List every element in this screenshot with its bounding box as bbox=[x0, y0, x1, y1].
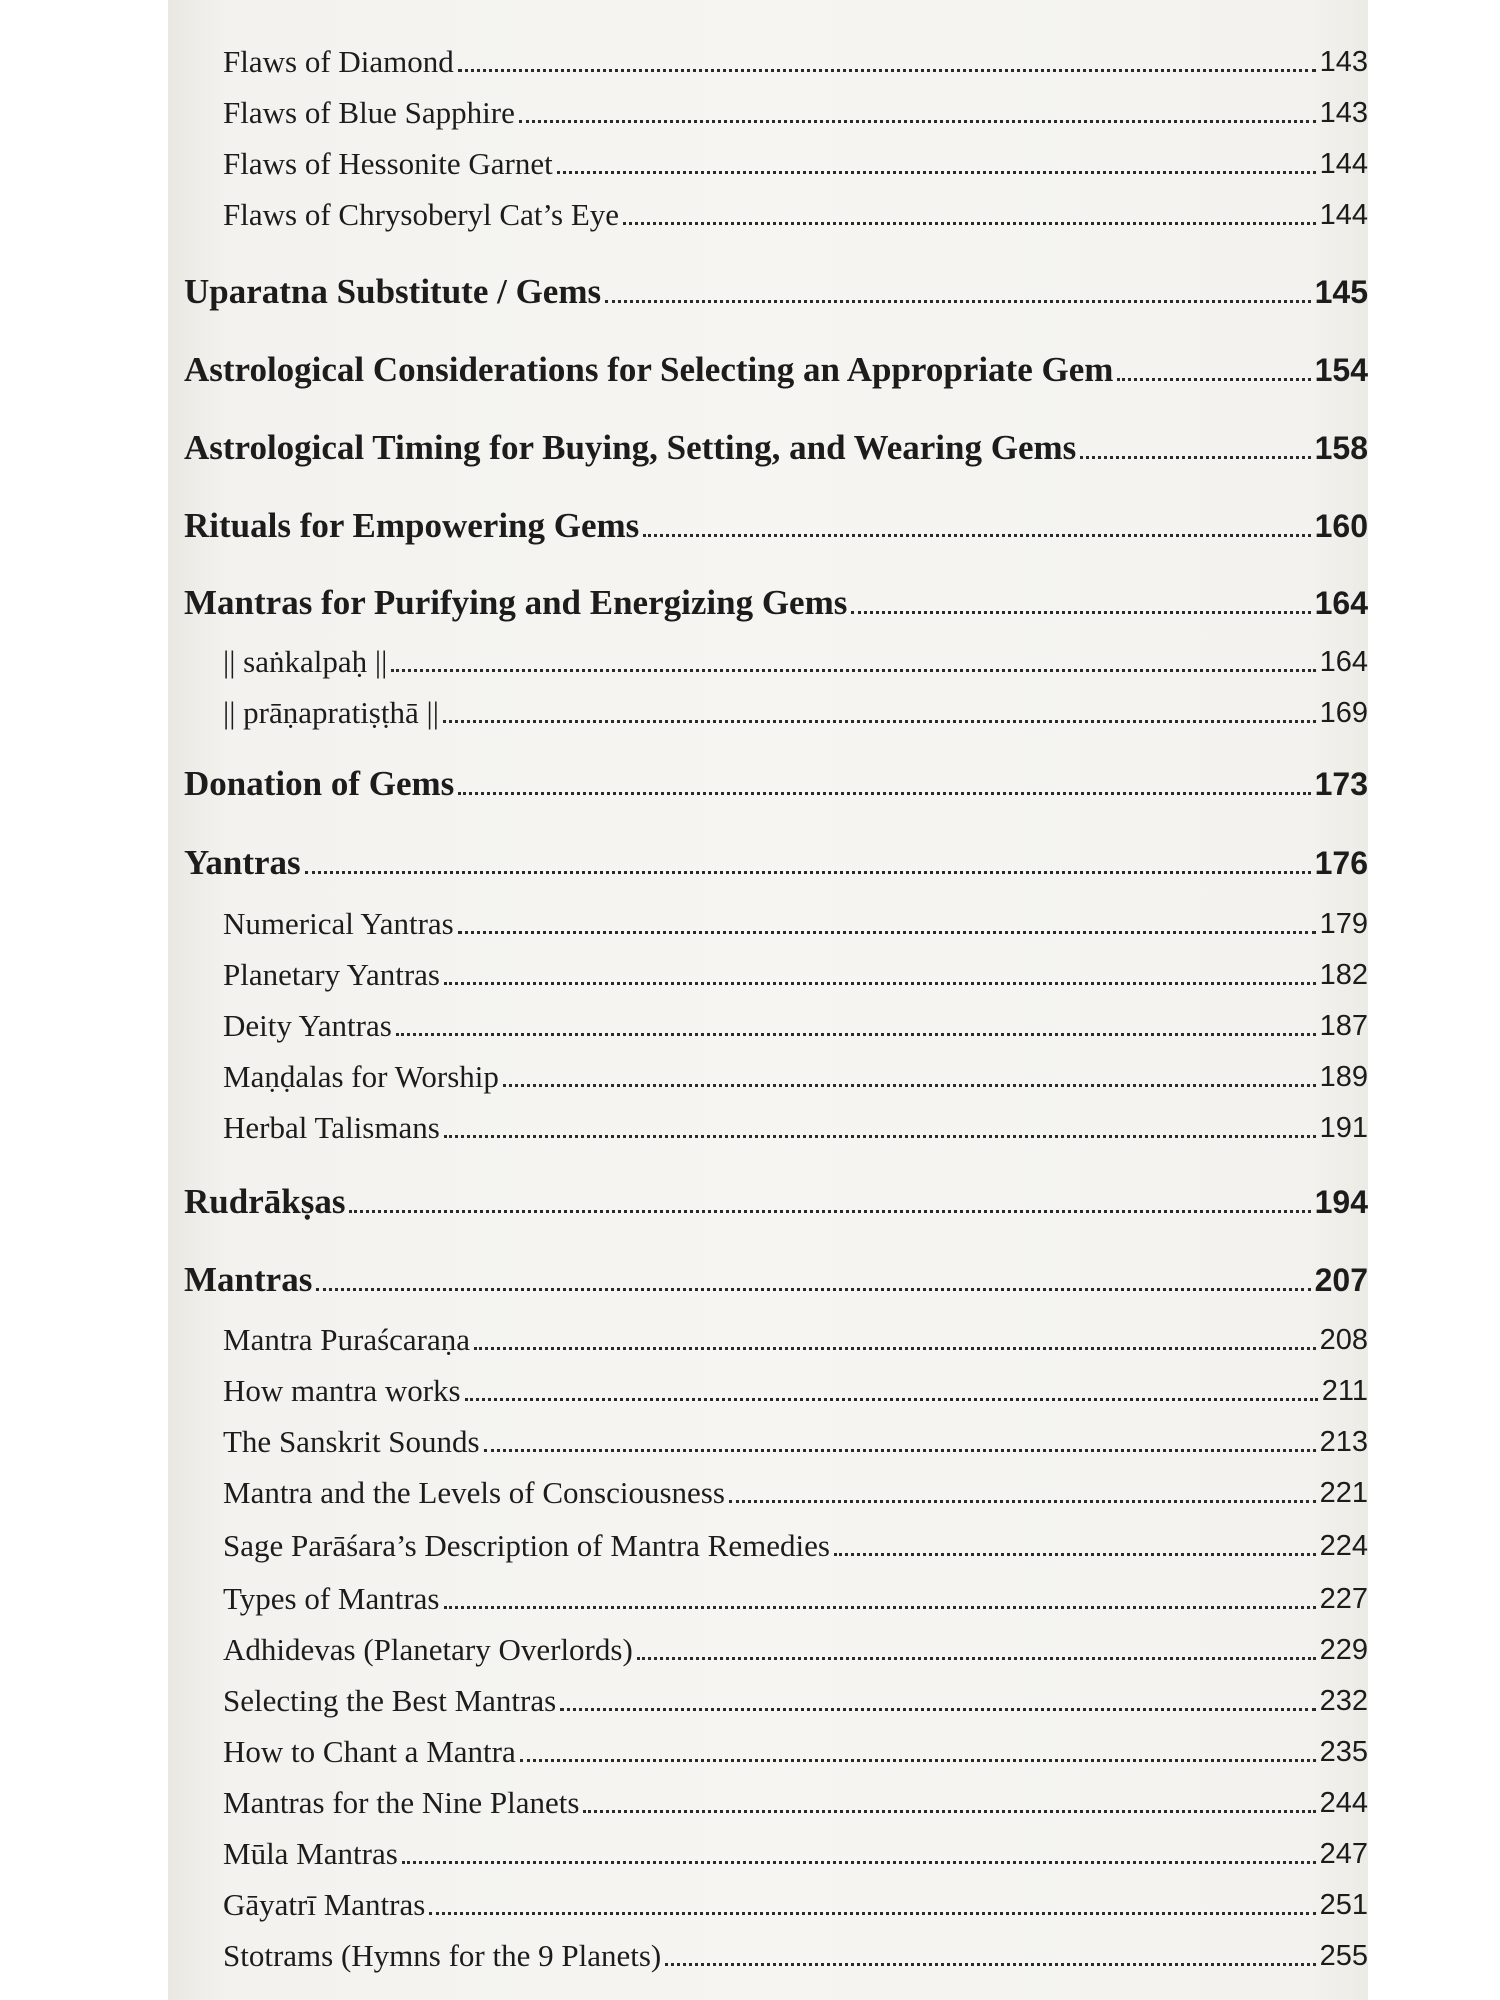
toc-page-number: 213 bbox=[1319, 1426, 1368, 1458]
dot-leader bbox=[458, 930, 1316, 934]
dot-leader bbox=[474, 1346, 1316, 1350]
toc-page-number: 154 bbox=[1314, 352, 1368, 388]
toc-entry-title: Flaws of Blue Sapphire bbox=[223, 95, 515, 130]
toc-chapter-title: Astrological Considerations for Selecting an Appropriate Gem bbox=[184, 350, 1114, 389]
toc-entry-title: Selecting the Best Mantras bbox=[223, 1683, 557, 1718]
dot-leader bbox=[316, 1287, 1310, 1291]
dot-leader bbox=[851, 610, 1310, 614]
toc-page-number: 164 bbox=[1319, 646, 1368, 678]
toc-page-number: 143 bbox=[1319, 97, 1368, 129]
toc-chapter-title: Yantras bbox=[184, 843, 301, 882]
toc-page-number: 169 bbox=[1319, 697, 1368, 729]
toc-entry bbox=[168, 1873, 1368, 1923]
toc-entry bbox=[168, 994, 1368, 1044]
dot-leader bbox=[396, 1032, 1316, 1036]
toc-page-number: 160 bbox=[1314, 508, 1368, 544]
book-page bbox=[168, 0, 1368, 2000]
toc-entry-title: Mantra Puraścaraṇa bbox=[223, 1322, 471, 1357]
toc-page-number: 158 bbox=[1314, 430, 1368, 466]
dot-leader bbox=[465, 1397, 1318, 1401]
toc-entry bbox=[168, 1096, 1368, 1146]
toc-entry-title: Mūla Mantras bbox=[223, 1836, 398, 1871]
toc-chapter-entry bbox=[168, 833, 1368, 883]
toc-page-number: 227 bbox=[1319, 1583, 1368, 1615]
toc-entry bbox=[168, 1045, 1368, 1095]
toc-entry-title: Mantra and the Levels of Consciousness bbox=[223, 1475, 725, 1510]
toc-page-number: 179 bbox=[1319, 908, 1368, 940]
toc-entry bbox=[168, 1924, 1368, 1974]
dot-leader bbox=[557, 170, 1316, 174]
dot-leader bbox=[623, 221, 1316, 225]
toc-entry-title: || saṅkalpaḥ || bbox=[223, 644, 388, 679]
toc-entry bbox=[168, 1720, 1368, 1770]
toc-entry-title: Sage Parāśara’s Description of Mantra Remedies bbox=[223, 1528, 830, 1563]
dot-leader bbox=[443, 719, 1316, 723]
dot-leader bbox=[391, 668, 1315, 672]
dot-leader bbox=[605, 299, 1310, 303]
toc-chapter-title: Rudrākṣas bbox=[184, 1182, 346, 1221]
dot-leader bbox=[1080, 455, 1310, 459]
toc-entry bbox=[168, 943, 1368, 993]
toc-entry-title: Stotrams (Hymns for the 9 Planets) bbox=[223, 1938, 662, 1973]
toc-entry-title: Herbal Talismans bbox=[223, 1110, 440, 1145]
toc-page-number: 208 bbox=[1319, 1324, 1368, 1356]
toc-entry bbox=[168, 1618, 1368, 1668]
toc-entry-title: Mantras for the Nine Planets bbox=[223, 1785, 580, 1820]
toc-entry-title: The Sanskrit Sounds bbox=[223, 1424, 480, 1459]
toc-entry bbox=[168, 630, 1368, 680]
toc-entry bbox=[168, 1771, 1368, 1821]
toc-page-number: 143 bbox=[1319, 46, 1368, 78]
toc-chapter-entry bbox=[168, 573, 1368, 623]
toc-chapter-title: Uparatna Substitute / Gems bbox=[184, 272, 602, 311]
toc-page-number: 144 bbox=[1319, 148, 1368, 180]
toc-entry bbox=[168, 132, 1368, 182]
dot-leader bbox=[305, 870, 1311, 874]
toc-chapter-entry bbox=[168, 340, 1368, 390]
toc-chapter-title: Mantras for Purifying and Energizing Gems bbox=[184, 583, 848, 622]
toc-chapter-title: Mantras bbox=[184, 1260, 313, 1299]
dot-leader bbox=[1117, 377, 1310, 381]
toc-page-number: 244 bbox=[1319, 1787, 1368, 1819]
dot-leader bbox=[458, 68, 1316, 72]
toc-page-number: 191 bbox=[1319, 1112, 1368, 1144]
dot-leader bbox=[444, 981, 1316, 985]
dot-leader bbox=[520, 1758, 1316, 1762]
toc-chapter-entry bbox=[168, 496, 1368, 546]
toc-entry bbox=[168, 1410, 1368, 1460]
toc-page-number: 187 bbox=[1319, 1010, 1368, 1042]
toc-page-number: 182 bbox=[1319, 959, 1368, 991]
toc-entry bbox=[168, 81, 1368, 131]
toc-entry-title: Flaws of Diamond bbox=[223, 44, 454, 79]
toc-page-number: 189 bbox=[1319, 1061, 1368, 1093]
toc-page-number: 144 bbox=[1319, 199, 1368, 231]
toc-entry bbox=[168, 1359, 1368, 1409]
toc-entry bbox=[168, 1567, 1368, 1617]
dot-leader bbox=[444, 1134, 1316, 1138]
toc-chapter-entry bbox=[168, 418, 1368, 468]
toc-page-number: 251 bbox=[1319, 1889, 1368, 1921]
toc-chapter-entry bbox=[168, 262, 1368, 312]
dot-leader bbox=[834, 1552, 1316, 1556]
toc-entry-title: Flaws of Hessonite Garnet bbox=[223, 146, 553, 181]
toc-chapter-entry bbox=[168, 754, 1368, 804]
toc-page-number: 211 bbox=[1321, 1375, 1368, 1407]
toc-entry-title: Numerical Yantras bbox=[223, 906, 454, 941]
dot-leader bbox=[458, 791, 1310, 795]
toc-entry-title: || prāṇapratiṣṭhā || bbox=[223, 695, 439, 730]
toc-entry bbox=[168, 1669, 1368, 1719]
toc-entry-title: Maṇḍalas for Worship bbox=[223, 1059, 499, 1094]
toc-page-number: 207 bbox=[1314, 1262, 1368, 1298]
toc-chapter-entry bbox=[168, 1172, 1368, 1222]
dot-leader bbox=[444, 1605, 1316, 1609]
toc-entry-title: Gāyatrī Mantras bbox=[223, 1887, 426, 1922]
dot-leader bbox=[429, 1911, 1315, 1915]
toc-entry-title: How mantra works bbox=[223, 1373, 461, 1408]
toc-entry-title: Flaws of Chrysoberyl Cat’s Eye bbox=[223, 197, 620, 232]
dot-leader bbox=[583, 1809, 1315, 1813]
toc-chapter-title: Rituals for Empowering Gems bbox=[184, 506, 640, 545]
toc-entry-title: Planetary Yantras bbox=[223, 957, 440, 992]
dot-leader bbox=[729, 1499, 1316, 1503]
dot-leader bbox=[484, 1448, 1316, 1452]
toc-page-number: 229 bbox=[1319, 1634, 1368, 1666]
toc-entry bbox=[168, 1308, 1368, 1358]
toc-page-number: 247 bbox=[1319, 1838, 1368, 1870]
toc-entry-title: How to Chant a Mantra bbox=[223, 1734, 516, 1769]
dot-leader bbox=[519, 119, 1316, 123]
toc-entry-title: Adhidevas (Planetary Overlords) bbox=[223, 1632, 633, 1667]
toc-page-number: 232 bbox=[1319, 1685, 1368, 1717]
toc-entry-title: Deity Yantras bbox=[223, 1008, 392, 1043]
toc-page-number: 173 bbox=[1314, 766, 1368, 802]
dot-leader bbox=[560, 1707, 1315, 1711]
toc-entry bbox=[168, 30, 1368, 80]
toc-chapter-title: Donation of Gems bbox=[184, 764, 455, 803]
toc-entry-title: Types of Mantras bbox=[223, 1581, 440, 1616]
toc-entry bbox=[168, 1514, 1368, 1564]
toc-page-number: 164 bbox=[1314, 585, 1368, 621]
dot-leader bbox=[402, 1860, 1316, 1864]
toc-entry bbox=[168, 1822, 1368, 1872]
toc-entry bbox=[168, 681, 1368, 731]
toc-page-number: 194 bbox=[1314, 1184, 1368, 1220]
toc-page-number: 176 bbox=[1314, 845, 1368, 881]
dot-leader bbox=[637, 1656, 1316, 1660]
toc-chapter-title: Astrological Timing for Buying, Setting, and Wearing Gems bbox=[184, 428, 1077, 467]
toc-page-number: 235 bbox=[1319, 1736, 1368, 1768]
dot-leader bbox=[503, 1083, 1316, 1087]
toc-page-number: 221 bbox=[1319, 1477, 1368, 1509]
dot-leader bbox=[643, 533, 1310, 537]
dot-leader bbox=[349, 1209, 1310, 1213]
dot-leader bbox=[665, 1962, 1315, 1966]
toc-page-number: 224 bbox=[1319, 1530, 1368, 1562]
toc-chapter-entry bbox=[168, 1250, 1368, 1300]
toc-entry bbox=[168, 1461, 1368, 1511]
toc-entry bbox=[168, 892, 1368, 942]
toc-page-number: 145 bbox=[1314, 274, 1368, 310]
toc-entry bbox=[168, 183, 1368, 233]
toc-page-number: 255 bbox=[1319, 1940, 1368, 1972]
